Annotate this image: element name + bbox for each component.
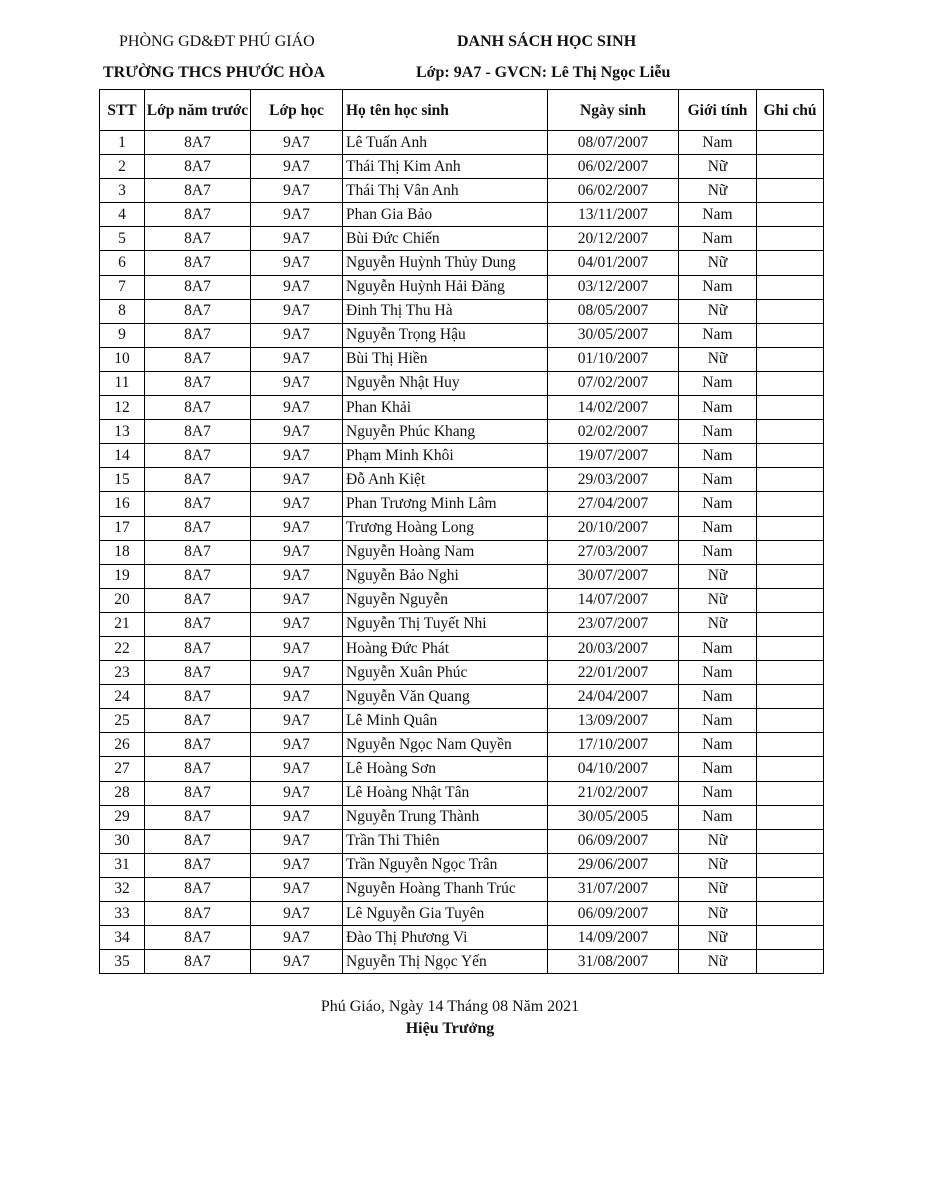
cell-note bbox=[757, 612, 824, 636]
cell-dob: 27/03/2007 bbox=[548, 540, 679, 564]
cell-class: 9A7 bbox=[251, 733, 343, 757]
cell-class: 9A7 bbox=[251, 299, 343, 323]
cell-stt: 24 bbox=[100, 685, 145, 709]
cell-class: 9A7 bbox=[251, 540, 343, 564]
cell-student-name: Nguyễn Thị Ngọc Yến bbox=[343, 950, 548, 974]
cell-note bbox=[757, 468, 824, 492]
table-row bbox=[100, 540, 824, 564]
table-row bbox=[100, 275, 824, 299]
cell-stt: 12 bbox=[100, 396, 145, 420]
cell-stt: 28 bbox=[100, 781, 145, 805]
cell-stt: 8 bbox=[100, 299, 145, 323]
cell-gender: Nam bbox=[679, 444, 757, 468]
col-header-dob: Ngày sinh bbox=[548, 90, 679, 131]
cell-gender: Nam bbox=[679, 733, 757, 757]
cell-class: 9A7 bbox=[251, 950, 343, 974]
table-row bbox=[100, 203, 824, 227]
table-row bbox=[100, 685, 824, 709]
col-header-prev-class: Lớp năm trước bbox=[145, 90, 251, 131]
table-row bbox=[100, 926, 824, 950]
table-row bbox=[100, 950, 824, 974]
cell-prev-class: 8A7 bbox=[145, 347, 251, 371]
cell-stt: 5 bbox=[100, 227, 145, 251]
table-row bbox=[100, 902, 824, 926]
cell-gender: Nam bbox=[679, 492, 757, 516]
table-row bbox=[100, 733, 824, 757]
cell-gender: Nữ bbox=[679, 926, 757, 950]
cell-note bbox=[757, 420, 824, 444]
cell-note bbox=[757, 661, 824, 685]
cell-prev-class: 8A7 bbox=[145, 251, 251, 275]
table-row bbox=[100, 131, 824, 155]
cell-stt: 30 bbox=[100, 829, 145, 853]
department-name: PHÒNG GD&ĐT PHÚ GIÁO bbox=[119, 33, 315, 50]
cell-gender: Nữ bbox=[679, 347, 757, 371]
cell-gender: Nam bbox=[679, 203, 757, 227]
cell-student-name: Đinh Thị Thu Hà bbox=[343, 299, 548, 323]
cell-student-name: Nguyễn Nguyễn bbox=[343, 588, 548, 612]
cell-dob: 31/08/2007 bbox=[548, 950, 679, 974]
cell-student-name: Lê Tuấn Anh bbox=[343, 131, 548, 155]
cell-student-name: Trần Nguyễn Ngọc Trân bbox=[343, 853, 548, 877]
cell-stt: 1 bbox=[100, 131, 145, 155]
cell-class: 9A7 bbox=[251, 781, 343, 805]
cell-note bbox=[757, 853, 824, 877]
cell-note bbox=[757, 516, 824, 540]
cell-gender: Nữ bbox=[679, 564, 757, 588]
cell-gender: Nam bbox=[679, 757, 757, 781]
cell-gender: Nam bbox=[679, 805, 757, 829]
cell-dob: 30/07/2007 bbox=[548, 564, 679, 588]
cell-note bbox=[757, 540, 824, 564]
table-row bbox=[100, 251, 824, 275]
table-row bbox=[100, 877, 824, 901]
cell-prev-class: 8A7 bbox=[145, 829, 251, 853]
col-header-stt: STT bbox=[100, 90, 145, 131]
cell-student-name: Nguyễn Huỳnh Thủy Dung bbox=[343, 251, 548, 275]
cell-stt: 6 bbox=[100, 251, 145, 275]
cell-prev-class: 8A7 bbox=[145, 203, 251, 227]
cell-stt: 35 bbox=[100, 950, 145, 974]
cell-class: 9A7 bbox=[251, 636, 343, 660]
table-row bbox=[100, 227, 824, 251]
cell-student-name: Nguyễn Hoàng Nam bbox=[343, 540, 548, 564]
cell-student-name: Đào Thị Phương Vi bbox=[343, 926, 548, 950]
table-row bbox=[100, 179, 824, 203]
cell-class: 9A7 bbox=[251, 757, 343, 781]
cell-student-name: Nguyễn Hoàng Thanh Trúc bbox=[343, 877, 548, 901]
cell-student-name: Phan Trương Minh Lâm bbox=[343, 492, 548, 516]
table-row bbox=[100, 444, 824, 468]
cell-stt: 33 bbox=[100, 902, 145, 926]
cell-prev-class: 8A7 bbox=[145, 227, 251, 251]
cell-note bbox=[757, 733, 824, 757]
cell-class: 9A7 bbox=[251, 588, 343, 612]
cell-class: 9A7 bbox=[251, 853, 343, 877]
cell-prev-class: 8A7 bbox=[145, 468, 251, 492]
cell-dob: 20/10/2007 bbox=[548, 516, 679, 540]
cell-prev-class: 8A7 bbox=[145, 371, 251, 395]
cell-student-name: Đỗ Anh Kiệt bbox=[343, 468, 548, 492]
cell-dob: 22/01/2007 bbox=[548, 661, 679, 685]
cell-stt: 31 bbox=[100, 853, 145, 877]
cell-dob: 20/12/2007 bbox=[548, 227, 679, 251]
col-header-gender: Giới tính bbox=[679, 90, 757, 131]
table-row bbox=[100, 829, 824, 853]
cell-stt: 22 bbox=[100, 636, 145, 660]
cell-stt: 15 bbox=[100, 468, 145, 492]
cell-prev-class: 8A7 bbox=[145, 323, 251, 347]
cell-gender: Nam bbox=[679, 371, 757, 395]
cell-student-name: Phan Khải bbox=[343, 396, 548, 420]
cell-note bbox=[757, 829, 824, 853]
cell-dob: 30/05/2007 bbox=[548, 323, 679, 347]
cell-prev-class: 8A7 bbox=[145, 179, 251, 203]
cell-prev-class: 8A7 bbox=[145, 612, 251, 636]
cell-prev-class: 8A7 bbox=[145, 540, 251, 564]
cell-gender: Nữ bbox=[679, 588, 757, 612]
cell-note bbox=[757, 275, 824, 299]
cell-dob: 20/03/2007 bbox=[548, 636, 679, 660]
cell-note bbox=[757, 251, 824, 275]
cell-student-name: Nguyễn Trọng Hậu bbox=[343, 323, 548, 347]
cell-class: 9A7 bbox=[251, 227, 343, 251]
cell-dob: 04/10/2007 bbox=[548, 757, 679, 781]
cell-prev-class: 8A7 bbox=[145, 420, 251, 444]
table-row bbox=[100, 516, 824, 540]
cell-class: 9A7 bbox=[251, 396, 343, 420]
cell-note bbox=[757, 757, 824, 781]
cell-class: 9A7 bbox=[251, 805, 343, 829]
cell-note bbox=[757, 588, 824, 612]
cell-student-name: Nguyễn Nhật Huy bbox=[343, 371, 548, 395]
cell-student-name: Lê Nguyễn Gia Tuyên bbox=[343, 902, 548, 926]
cell-dob: 06/09/2007 bbox=[548, 829, 679, 853]
cell-dob: 03/12/2007 bbox=[548, 275, 679, 299]
cell-prev-class: 8A7 bbox=[145, 781, 251, 805]
class-info: Lớp: 9A7 - GVCN: Lê Thị Ngọc Liễu bbox=[416, 64, 671, 81]
table-row bbox=[100, 468, 824, 492]
cell-prev-class: 8A7 bbox=[145, 516, 251, 540]
document-title: DANH SÁCH HỌC SINH bbox=[457, 33, 637, 50]
col-header-class: Lớp học bbox=[251, 90, 343, 131]
cell-student-name: Bùi Thị Hiền bbox=[343, 347, 548, 371]
cell-prev-class: 8A7 bbox=[145, 492, 251, 516]
cell-class: 9A7 bbox=[251, 251, 343, 275]
cell-dob: 08/05/2007 bbox=[548, 299, 679, 323]
cell-gender: Nữ bbox=[679, 251, 757, 275]
table-row bbox=[100, 588, 824, 612]
cell-class: 9A7 bbox=[251, 877, 343, 901]
cell-student-name: Trương Hoàng Long bbox=[343, 516, 548, 540]
cell-dob: 17/10/2007 bbox=[548, 733, 679, 757]
cell-gender: Nam bbox=[679, 516, 757, 540]
cell-stt: 10 bbox=[100, 347, 145, 371]
cell-stt: 2 bbox=[100, 155, 145, 179]
cell-note bbox=[757, 805, 824, 829]
cell-class: 9A7 bbox=[251, 564, 343, 588]
cell-note bbox=[757, 155, 824, 179]
cell-stt: 29 bbox=[100, 805, 145, 829]
cell-dob: 14/07/2007 bbox=[548, 588, 679, 612]
cell-gender: Nam bbox=[679, 396, 757, 420]
cell-gender: Nam bbox=[679, 661, 757, 685]
cell-prev-class: 8A7 bbox=[145, 396, 251, 420]
cell-class: 9A7 bbox=[251, 420, 343, 444]
cell-class: 9A7 bbox=[251, 612, 343, 636]
cell-student-name: Hoàng Đức Phát bbox=[343, 636, 548, 660]
cell-note bbox=[757, 444, 824, 468]
cell-note bbox=[757, 685, 824, 709]
cell-class: 9A7 bbox=[251, 203, 343, 227]
table-row bbox=[100, 853, 824, 877]
cell-dob: 23/07/2007 bbox=[548, 612, 679, 636]
cell-prev-class: 8A7 bbox=[145, 685, 251, 709]
cell-dob: 29/03/2007 bbox=[548, 468, 679, 492]
cell-gender: Nữ bbox=[679, 299, 757, 323]
cell-class: 9A7 bbox=[251, 347, 343, 371]
cell-gender: Nữ bbox=[679, 902, 757, 926]
place-date: Phú Giáo, Ngày 14 Tháng 08 Năm 2021 bbox=[320, 998, 580, 1015]
cell-class: 9A7 bbox=[251, 468, 343, 492]
cell-student-name: Trần Thi Thiên bbox=[343, 829, 548, 853]
cell-student-name: Nguyễn Văn Quang bbox=[343, 685, 548, 709]
cell-gender: Nam bbox=[679, 709, 757, 733]
table-row bbox=[100, 636, 824, 660]
cell-note bbox=[757, 179, 824, 203]
table-row bbox=[100, 781, 824, 805]
cell-note bbox=[757, 227, 824, 251]
cell-dob: 30/05/2005 bbox=[548, 805, 679, 829]
cell-gender: Nữ bbox=[679, 950, 757, 974]
cell-class: 9A7 bbox=[251, 829, 343, 853]
cell-dob: 29/06/2007 bbox=[548, 853, 679, 877]
cell-prev-class: 8A7 bbox=[145, 299, 251, 323]
table-row bbox=[100, 612, 824, 636]
cell-class: 9A7 bbox=[251, 926, 343, 950]
cell-dob: 21/02/2007 bbox=[548, 781, 679, 805]
cell-prev-class: 8A7 bbox=[145, 564, 251, 588]
cell-stt: 34 bbox=[100, 926, 145, 950]
cell-class: 9A7 bbox=[251, 371, 343, 395]
cell-student-name: Lê Minh Quân bbox=[343, 709, 548, 733]
cell-note bbox=[757, 492, 824, 516]
cell-note bbox=[757, 323, 824, 347]
cell-note bbox=[757, 131, 824, 155]
cell-gender: Nữ bbox=[679, 179, 757, 203]
cell-dob: 27/04/2007 bbox=[548, 492, 679, 516]
cell-class: 9A7 bbox=[251, 155, 343, 179]
cell-stt: 32 bbox=[100, 877, 145, 901]
cell-prev-class: 8A7 bbox=[145, 275, 251, 299]
cell-note bbox=[757, 636, 824, 660]
cell-gender: Nữ bbox=[679, 155, 757, 179]
cell-dob: 07/02/2007 bbox=[548, 371, 679, 395]
cell-stt: 25 bbox=[100, 709, 145, 733]
table-header-row bbox=[100, 90, 824, 131]
cell-note bbox=[757, 396, 824, 420]
table-row bbox=[100, 420, 824, 444]
cell-gender: Nam bbox=[679, 323, 757, 347]
cell-class: 9A7 bbox=[251, 444, 343, 468]
cell-prev-class: 8A7 bbox=[145, 950, 251, 974]
cell-note bbox=[757, 902, 824, 926]
cell-dob: 14/02/2007 bbox=[548, 396, 679, 420]
cell-stt: 14 bbox=[100, 444, 145, 468]
school-name: TRƯỜNG THCS PHƯỚC HÒA bbox=[103, 64, 326, 81]
cell-gender: Nam bbox=[679, 636, 757, 660]
cell-prev-class: 8A7 bbox=[145, 733, 251, 757]
cell-dob: 31/07/2007 bbox=[548, 877, 679, 901]
cell-student-name: Lê Hoàng Nhật Tân bbox=[343, 781, 548, 805]
table-row bbox=[100, 661, 824, 685]
cell-dob: 24/04/2007 bbox=[548, 685, 679, 709]
cell-note bbox=[757, 781, 824, 805]
cell-stt: 23 bbox=[100, 661, 145, 685]
table-row bbox=[100, 757, 824, 781]
cell-class: 9A7 bbox=[251, 709, 343, 733]
cell-class: 9A7 bbox=[251, 131, 343, 155]
table-row bbox=[100, 564, 824, 588]
col-header-note: Ghi chú bbox=[757, 90, 824, 131]
cell-class: 9A7 bbox=[251, 902, 343, 926]
cell-note bbox=[757, 203, 824, 227]
cell-stt: 3 bbox=[100, 179, 145, 203]
cell-prev-class: 8A7 bbox=[145, 661, 251, 685]
cell-gender: Nam bbox=[679, 540, 757, 564]
cell-class: 9A7 bbox=[251, 492, 343, 516]
cell-dob: 01/10/2007 bbox=[548, 347, 679, 371]
cell-note bbox=[757, 371, 824, 395]
cell-class: 9A7 bbox=[251, 685, 343, 709]
cell-dob: 19/07/2007 bbox=[548, 444, 679, 468]
cell-student-name: Nguyễn Trung Thành bbox=[343, 805, 548, 829]
cell-stt: 16 bbox=[100, 492, 145, 516]
cell-student-name: Nguyễn Thị Tuyết Nhi bbox=[343, 612, 548, 636]
cell-gender: Nữ bbox=[679, 853, 757, 877]
cell-dob: 06/02/2007 bbox=[548, 179, 679, 203]
cell-dob: 08/07/2007 bbox=[548, 131, 679, 155]
cell-prev-class: 8A7 bbox=[145, 709, 251, 733]
cell-dob: 13/09/2007 bbox=[548, 709, 679, 733]
cell-stt: 20 bbox=[100, 588, 145, 612]
cell-gender: Nam bbox=[679, 131, 757, 155]
cell-stt: 7 bbox=[100, 275, 145, 299]
cell-student-name: Nguyễn Huỳnh Hải Đăng bbox=[343, 275, 548, 299]
cell-student-name: Nguyễn Phúc Khang bbox=[343, 420, 548, 444]
cell-gender: Nữ bbox=[679, 612, 757, 636]
cell-note bbox=[757, 877, 824, 901]
cell-student-name: Thái Thị Vân Anh bbox=[343, 179, 548, 203]
col-header-name: Họ tên học sinh bbox=[343, 90, 548, 131]
cell-prev-class: 8A7 bbox=[145, 853, 251, 877]
table-row bbox=[100, 299, 824, 323]
cell-note bbox=[757, 926, 824, 950]
cell-stt: 21 bbox=[100, 612, 145, 636]
cell-stt: 26 bbox=[100, 733, 145, 757]
cell-note bbox=[757, 709, 824, 733]
cell-dob: 04/01/2007 bbox=[548, 251, 679, 275]
cell-dob: 13/11/2007 bbox=[548, 203, 679, 227]
table-row bbox=[100, 371, 824, 395]
cell-student-name: Lê Hoàng Sơn bbox=[343, 757, 548, 781]
cell-prev-class: 8A7 bbox=[145, 636, 251, 660]
cell-prev-class: 8A7 bbox=[145, 805, 251, 829]
cell-stt: 4 bbox=[100, 203, 145, 227]
cell-gender: Nữ bbox=[679, 829, 757, 853]
table-row bbox=[100, 396, 824, 420]
cell-prev-class: 8A7 bbox=[145, 155, 251, 179]
cell-class: 9A7 bbox=[251, 516, 343, 540]
table-row bbox=[100, 347, 824, 371]
cell-dob: 14/09/2007 bbox=[548, 926, 679, 950]
cell-note bbox=[757, 950, 824, 974]
cell-stt: 27 bbox=[100, 757, 145, 781]
cell-gender: Nữ bbox=[679, 877, 757, 901]
cell-stt: 18 bbox=[100, 540, 145, 564]
cell-dob: 02/02/2007 bbox=[548, 420, 679, 444]
cell-gender: Nam bbox=[679, 275, 757, 299]
cell-class: 9A7 bbox=[251, 179, 343, 203]
cell-prev-class: 8A7 bbox=[145, 757, 251, 781]
cell-prev-class: 8A7 bbox=[145, 131, 251, 155]
cell-prev-class: 8A7 bbox=[145, 877, 251, 901]
cell-gender: Nam bbox=[679, 420, 757, 444]
cell-prev-class: 8A7 bbox=[145, 444, 251, 468]
table-row bbox=[100, 805, 824, 829]
student-table bbox=[99, 89, 824, 974]
cell-stt: 17 bbox=[100, 516, 145, 540]
cell-student-name: Bùi Đức Chiến bbox=[343, 227, 548, 251]
cell-class: 9A7 bbox=[251, 275, 343, 299]
cell-prev-class: 8A7 bbox=[145, 588, 251, 612]
cell-note bbox=[757, 299, 824, 323]
cell-student-name: Nguyễn Xuân Phúc bbox=[343, 661, 548, 685]
cell-student-name: Phan Gia Bảo bbox=[343, 203, 548, 227]
cell-student-name: Nguyễn Bảo Nghi bbox=[343, 564, 548, 588]
cell-dob: 06/02/2007 bbox=[548, 155, 679, 179]
cell-note bbox=[757, 564, 824, 588]
cell-prev-class: 8A7 bbox=[145, 902, 251, 926]
cell-note bbox=[757, 347, 824, 371]
cell-stt: 11 bbox=[100, 371, 145, 395]
cell-stt: 19 bbox=[100, 564, 145, 588]
cell-gender: Nam bbox=[679, 227, 757, 251]
cell-prev-class: 8A7 bbox=[145, 926, 251, 950]
table-row bbox=[100, 709, 824, 733]
cell-student-name: Nguyễn Ngọc Nam Quyền bbox=[343, 733, 548, 757]
table-row bbox=[100, 323, 824, 347]
cell-student-name: Phạm Minh Khôi bbox=[343, 444, 548, 468]
cell-stt: 9 bbox=[100, 323, 145, 347]
cell-gender: Nam bbox=[679, 685, 757, 709]
cell-class: 9A7 bbox=[251, 661, 343, 685]
table-row bbox=[100, 492, 824, 516]
cell-gender: Nam bbox=[679, 781, 757, 805]
table-row bbox=[100, 155, 824, 179]
cell-class: 9A7 bbox=[251, 323, 343, 347]
cell-student-name: Thái Thị Kim Anh bbox=[343, 155, 548, 179]
signer-title: Hiệu Trưởng bbox=[405, 1020, 495, 1037]
cell-gender: Nam bbox=[679, 468, 757, 492]
cell-stt: 13 bbox=[100, 420, 145, 444]
cell-dob: 06/09/2007 bbox=[548, 902, 679, 926]
